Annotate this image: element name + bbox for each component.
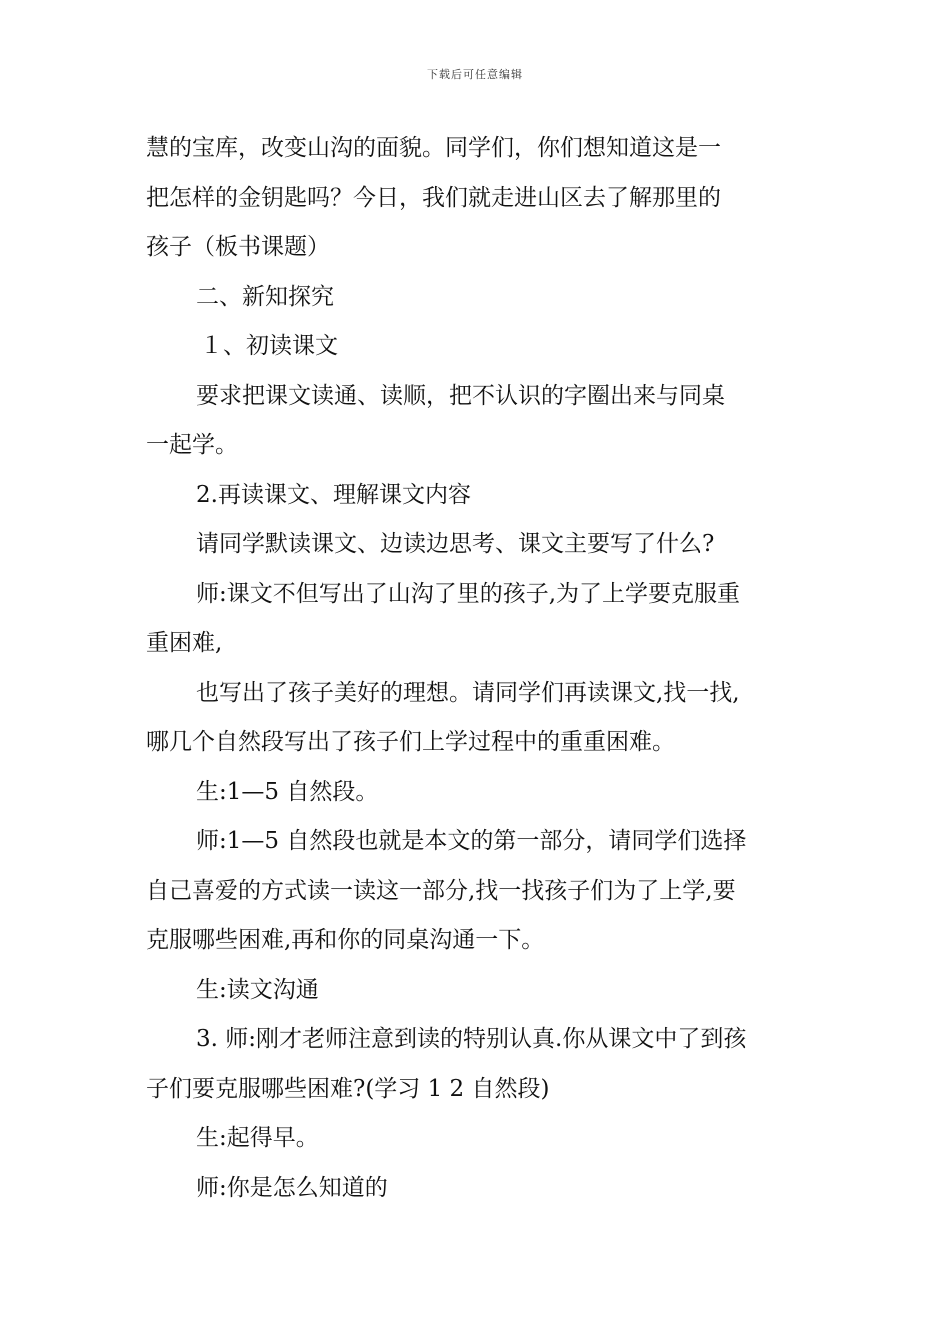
section-heading: 二、新知探究	[196, 283, 334, 310]
text-line: 子们要克服哪些困难?(学习 1 2 自然段)	[146, 1075, 550, 1102]
text-line: 师:课文不但写出了山沟了里的孩子,为了上学要克服重	[196, 580, 741, 607]
text-line: 一起学。	[146, 432, 238, 458]
text-line: 自己喜爱的方式读一读这一部分,找一找孩子们为了上学,要	[146, 877, 736, 904]
text-line: 生:1—5 自然段。	[196, 778, 379, 805]
text-line: 慧的宝库，改变山沟的面貌。同学们，你们想知道这是一	[146, 135, 721, 161]
text-line: 孩子（板书课题）	[146, 234, 330, 260]
text-line: 重困难,	[146, 630, 223, 656]
text-line: 3. 师:刚才老师注意到读的特别认真.你从课文中了到孩	[196, 1026, 747, 1052]
document-body	[146, 124, 806, 1213]
text-line: 生:读文沟通	[196, 976, 319, 1003]
text-line: 师:你是怎么知道的	[196, 1174, 388, 1201]
text-line: 要求把课文读通、读顺，把不认识的字圈出来与同桌	[196, 382, 725, 409]
text-line: 哪几个自然段写出了孩子们上学过程中的重重困难。	[146, 729, 675, 755]
page-header-watermark: 下载后可任意编辑	[427, 68, 523, 81]
subsection-heading: 2.再读课文、理解课文内容	[196, 481, 471, 508]
text-line: 克服哪些困难,再和你的同桌沟通一下。	[146, 927, 545, 953]
text-line: 把怎样的金钥匙吗？今日，我们就走进山区去了解那里的	[146, 184, 721, 211]
subsection-heading: １、初读课文	[200, 333, 338, 359]
text-line: 也写出了孩子美好的理想。请同学们再读课文,找一找,	[196, 679, 740, 706]
text-line: 请同学默读课文、边读边思考、课文主要写了什么?	[196, 531, 715, 557]
text-line: 生:起得早。	[196, 1125, 319, 1151]
text-line: 师:1—5 自然段也就是本文的第一部分，请同学们选择	[196, 828, 747, 854]
